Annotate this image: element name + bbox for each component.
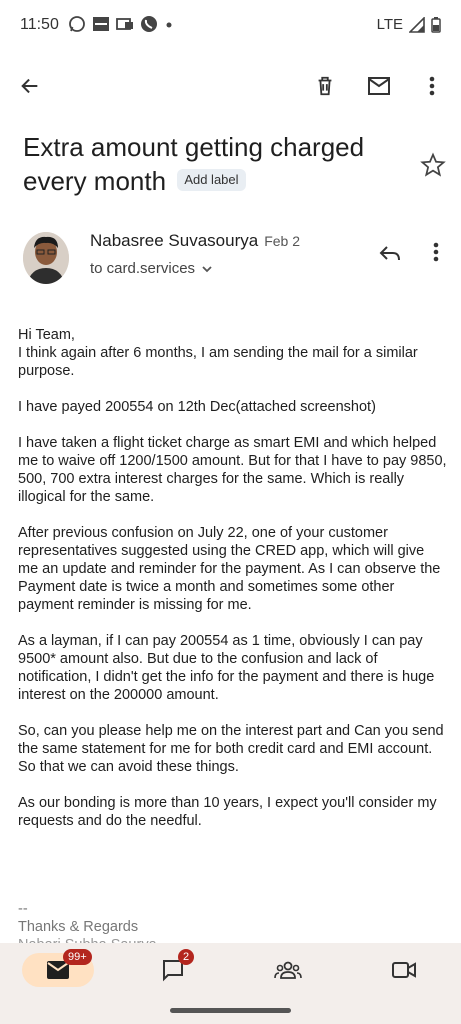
more-vert-icon — [433, 242, 439, 262]
groups-icon — [274, 960, 302, 980]
app-icon — [92, 15, 110, 33]
nav-mail[interactable] — [22, 953, 94, 987]
reply-button[interactable] — [370, 234, 410, 274]
sender-row[interactable] — [90, 231, 300, 251]
back-button[interactable] — [10, 66, 50, 106]
nav-chat[interactable] — [152, 953, 194, 987]
videocam-icon — [391, 960, 417, 980]
home-indicator[interactable] — [170, 1008, 291, 1013]
body-paragraph: As our bonding is more than 10 years, I expect you'll consider my requests and do the needful. — [18, 795, 437, 829]
avatar[interactable] — [23, 232, 69, 284]
chevron-down-icon — [199, 261, 215, 277]
email-date: Feb 2 — [264, 233, 301, 249]
signal-icon — [409, 17, 425, 33]
delete-button[interactable] — [305, 66, 345, 106]
subject-text: Extra amount getting charged every month — [23, 132, 365, 196]
mail-count-badge: 99+ — [63, 949, 92, 965]
sender-name: Nabasree Suvasourya — [90, 231, 259, 250]
body-paragraph: After previous confusion on July 22, one of your customer representatives suggested using the CRED app, which will give me an update and reminder for the payment. As I can observe the Payment date is twice a month and sometimes some other payment reminder is missing for me. — [18, 525, 441, 613]
message-more-button[interactable] — [416, 232, 456, 272]
phone-icon — [140, 15, 158, 33]
more-vert-icon — [429, 76, 435, 96]
add-label-chip[interactable]: Add label — [177, 169, 245, 191]
body-paragraph: I have payed 200554 on 12th Dec(attached screenshot) — [18, 399, 376, 415]
body-paragraph: I have taken a flight ticket charge as smart EMI and which helped me to waive off 1200/1500 amount. But for that I have to pay 9850, 500, 700 extra interest charges for the same. Which is really illogical for the same. — [18, 435, 447, 505]
message-icon — [116, 15, 134, 33]
more-notifications-icon — [164, 15, 174, 33]
arrow-back-icon — [19, 75, 41, 97]
avatar-image — [23, 232, 69, 284]
more-options-button[interactable] — [412, 66, 452, 106]
star-button[interactable] — [420, 152, 448, 180]
email-subject — [23, 130, 403, 198]
star-icon — [420, 152, 446, 178]
body-paragraph: Hi Team, I think again after 6 months, I am sending the mail for a similar purpose. — [18, 327, 418, 379]
nav-meet[interactable] — [382, 953, 426, 987]
chat-count-badge: 2 — [178, 949, 194, 965]
battery-icon — [431, 17, 441, 33]
mail-icon — [367, 75, 391, 97]
signature — [18, 900, 138, 936]
trash-icon — [314, 75, 336, 97]
network-label: LTE — [376, 16, 403, 33]
mark-unread-button[interactable] — [359, 66, 399, 106]
status-bar — [0, 0, 461, 50]
email-body — [18, 326, 448, 848]
body-paragraph: As a layman, if I can pay 200554 as 1 time, obviously I can pay 9500* amount also. But due to the confusion and lack of notification, I didn't get the info for the payment and there is huge interest on the 200000 amount. — [18, 633, 435, 703]
recipient-text: to card.services — [90, 260, 196, 277]
body-paragraph: So, can you please help me on the interest part and Can you send the same statement for me for both credit card and EMI account. So that we can avoid these things. — [18, 723, 444, 775]
top-app-bar — [0, 60, 461, 112]
notification-icons — [68, 15, 174, 33]
whatsapp-icon — [68, 15, 86, 33]
nav-spaces[interactable] — [266, 953, 310, 987]
signature-separator: -- — [18, 901, 28, 917]
status-right — [377, 16, 441, 33]
recipient-toggle[interactable] — [90, 260, 215, 277]
signature-thanks: Thanks & Regards — [18, 919, 139, 935]
reply-icon — [378, 244, 402, 264]
status-time: 11:50 — [20, 16, 59, 33]
